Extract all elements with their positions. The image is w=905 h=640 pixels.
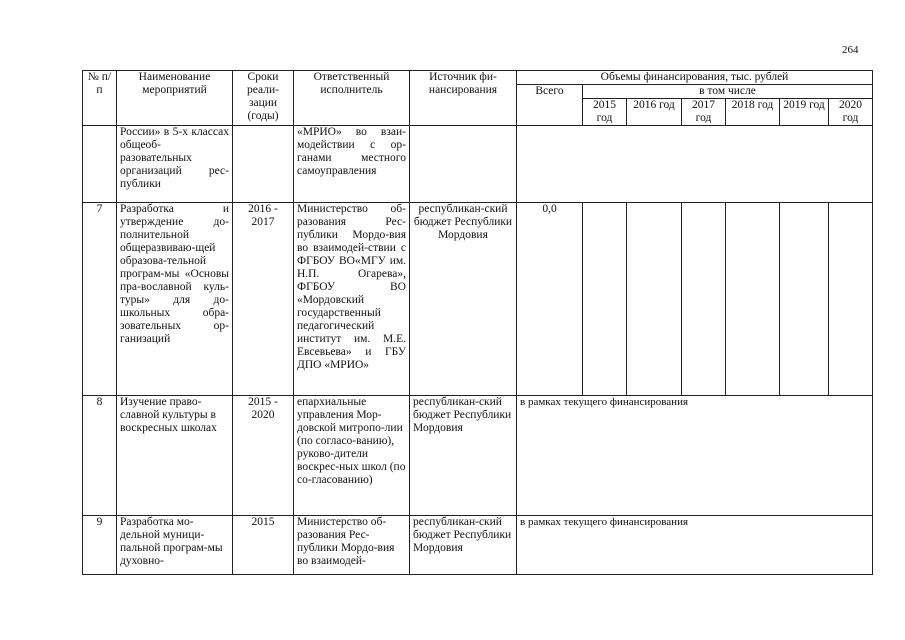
table-row bbox=[83, 516, 873, 575]
row-measure-name: Разработка мо-дельной муници-пальной програм-мы духовно- bbox=[117, 516, 233, 575]
row-terms: 2016 - 2017 bbox=[233, 203, 294, 396]
row-measure-name: Разработка и утверждение до-полнительной общеразвиваю-щей образова-тельной програм-мы «Основы пра-вославной куль-туры» для до-школьных обра-зовательных ор-ганизаций bbox=[117, 203, 233, 396]
row-num: 8 bbox=[83, 396, 117, 516]
row-year-2017 bbox=[682, 203, 726, 396]
row-terms bbox=[233, 126, 294, 203]
program-measures-table bbox=[82, 70, 873, 575]
row-measure-name: Изучение право-славной культуры в воскресных школах bbox=[117, 396, 233, 516]
header-volumes: Объемы финансирования, тыс. рублей bbox=[517, 71, 873, 85]
row-source bbox=[410, 126, 517, 203]
row-funding-note: в рамках текущего финансирования bbox=[517, 516, 873, 575]
header-including: в том числе bbox=[583, 85, 873, 99]
header-row-1 bbox=[83, 71, 873, 85]
row-executor: «МРИО» во взаи-модействии с ор-ганами местного самоуправления bbox=[294, 126, 410, 203]
row-measure-name: России» в 5-х классах общеоб-разовательных организаций рес-публики bbox=[117, 126, 233, 203]
header-year-2017: 2017 год bbox=[682, 99, 726, 126]
header-year-2015: 2015 год bbox=[583, 99, 627, 126]
table-row bbox=[83, 396, 873, 516]
row-source: республикан-ский бюджет Республики Мордовия bbox=[410, 516, 517, 575]
header-year-2018: 2018 год bbox=[726, 99, 780, 126]
row-terms: 2015 - 2020 bbox=[233, 396, 294, 516]
row-funding-note: в рамках текущего финансирования bbox=[517, 396, 873, 516]
header-executor: Ответственный исполнитель bbox=[294, 71, 410, 126]
row-total: 0,0 bbox=[517, 203, 583, 396]
row-funding bbox=[517, 126, 873, 203]
table-row bbox=[83, 203, 873, 396]
row-executor: епархиальные управления Мор-довской митропо-лии (по согласо-ванию), руково-дители воскрес-ных школ (по со-гласованию) bbox=[294, 396, 410, 516]
row-num: 7 bbox=[83, 203, 117, 396]
row-year-2019 bbox=[780, 203, 829, 396]
table-row bbox=[83, 126, 873, 203]
header-name: Наименование мероприятий bbox=[117, 71, 233, 126]
header-num: № п/п bbox=[83, 71, 117, 126]
row-num bbox=[83, 126, 117, 203]
header-total: Всего bbox=[517, 85, 583, 126]
header-terms: Сроки реали-зации (годы) bbox=[233, 71, 294, 126]
page-number: 264 bbox=[842, 44, 859, 56]
row-executor: Министерство об-разования Рес-публики Мордо-вия во взаимодей-ствии с ФГБОУ ВО«МГУ им. Н.П. Огарева», ФГБОУ ВО «Мордовский государственный педагогический институт им. М.Е. Евсевьева» и ГБУ ДПО «МРИО» bbox=[294, 203, 410, 396]
row-year-2016 bbox=[627, 203, 682, 396]
row-source: республикан-ский бюджет Республики Мордовия bbox=[410, 203, 517, 396]
header-source: Источник фи-нансирования bbox=[410, 71, 517, 126]
row-year-2018 bbox=[726, 203, 780, 396]
header-year-2016: 2016 год bbox=[627, 99, 682, 126]
row-executor: Министерство об-разования Рес-публики Мордо-вия во взаимодей- bbox=[294, 516, 410, 575]
row-num: 9 bbox=[83, 516, 117, 575]
header-year-2019: 2019 год bbox=[780, 99, 829, 126]
header-year-2020: 2020 год bbox=[829, 99, 873, 126]
row-source: республикан-ский бюджет Республики Мордовия bbox=[410, 396, 517, 516]
row-year-2020 bbox=[829, 203, 873, 396]
row-year-2015 bbox=[583, 203, 627, 396]
row-terms: 2015 bbox=[233, 516, 294, 575]
